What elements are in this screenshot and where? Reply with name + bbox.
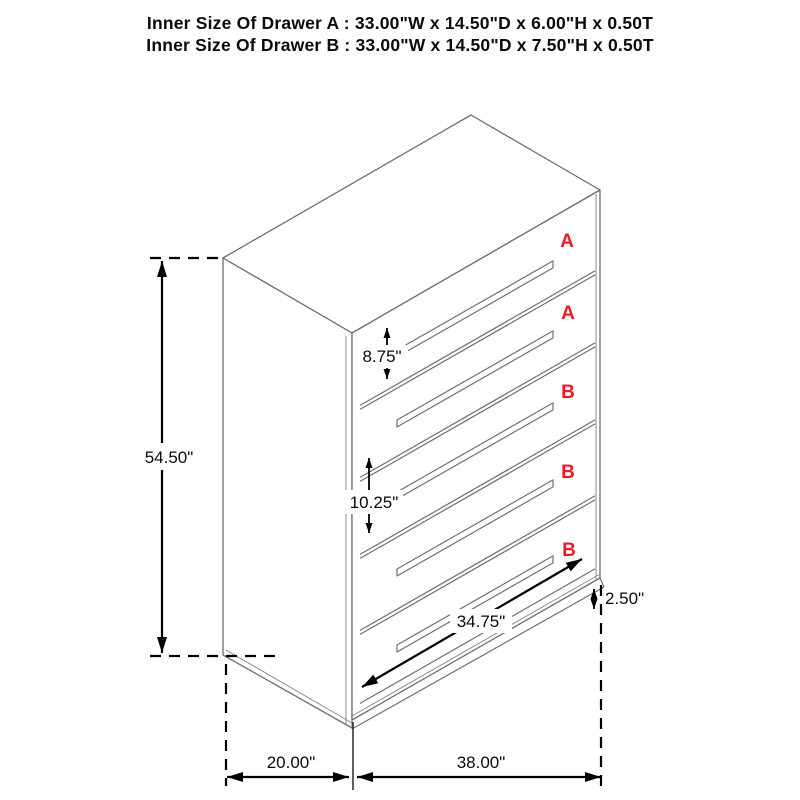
drawer-1-label: A	[560, 231, 574, 252]
depth-value: 20.00"	[266, 753, 316, 772]
drawer-a-size-text: Inner Size Of Drawer A : 33.00"W x 14.50"D x 6.00"H x 0.50T	[146, 13, 654, 33]
dimension-width	[353, 722, 601, 790]
dimension-base-height	[594, 585, 644, 786]
drawer-3-label: B	[561, 382, 575, 403]
drawer-a-height-value: 8.75"	[362, 347, 402, 366]
drawer-2-label: A	[561, 303, 575, 324]
drawer-b-height-value: 10.25"	[349, 493, 399, 512]
drawer-opening-width-value: 34.75"	[456, 612, 506, 631]
drawer-4-label: B	[561, 462, 575, 483]
overall-height-value: 54.50"	[144, 448, 194, 467]
left-side-panel	[223, 258, 352, 728]
base-height-value: 2.50"	[605, 589, 645, 608]
drawer-5-label: B	[562, 540, 576, 561]
chest-drawing	[223, 115, 604, 729]
drawer-b-size-text: Inner Size Of Drawer B : 33.00"W x 14.50"D x 7.50"H x 0.50T	[146, 35, 654, 55]
width-value: 38.00"	[456, 753, 506, 772]
